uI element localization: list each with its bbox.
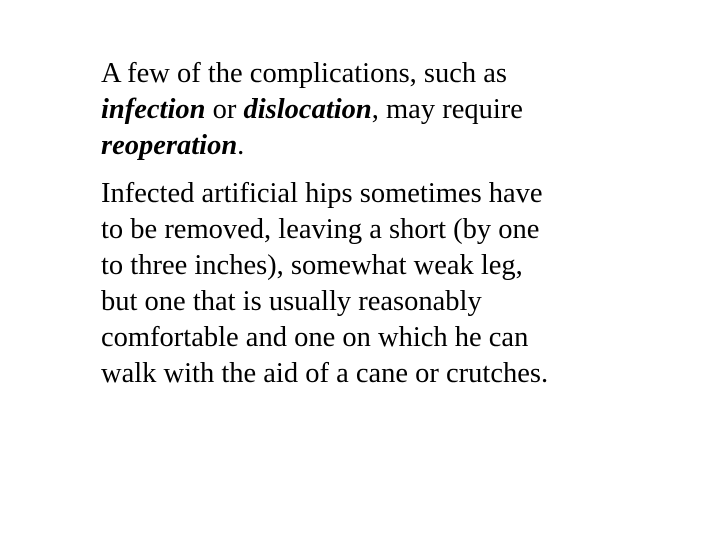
text-run: comfortable and one on which he can bbox=[101, 322, 529, 353]
emphasis-dislocation: dislocation bbox=[243, 94, 372, 125]
text-line bbox=[101, 212, 621, 248]
text-run: to be removed, leaving a short (by one bbox=[101, 214, 540, 245]
text-line bbox=[101, 128, 621, 164]
emphasis-reoperation: reoperation bbox=[101, 130, 238, 161]
text-line bbox=[101, 356, 621, 392]
paragraph-infected-hips bbox=[101, 176, 621, 392]
text-line bbox=[101, 176, 621, 212]
paragraph-complications bbox=[101, 56, 621, 164]
emphasis-infection: infection bbox=[101, 94, 206, 125]
text-line bbox=[101, 92, 621, 128]
text-run: Infected artificial hips sometimes have bbox=[101, 178, 543, 209]
text-run: but one that is usually reasonably bbox=[101, 286, 482, 317]
text-line bbox=[101, 56, 621, 92]
text-run: walk with the aid of a cane or crutches. bbox=[101, 358, 549, 389]
text-run: . bbox=[237, 130, 245, 161]
text-run: to three inches), somewhat weak leg, bbox=[101, 250, 523, 281]
body-text bbox=[101, 56, 621, 392]
text-run: , may require bbox=[371, 94, 523, 125]
text-line bbox=[101, 320, 621, 356]
text-line bbox=[101, 248, 621, 284]
text-run: A few of the complications, such as bbox=[101, 58, 508, 89]
text-line bbox=[101, 284, 621, 320]
text-run: or bbox=[205, 94, 244, 125]
